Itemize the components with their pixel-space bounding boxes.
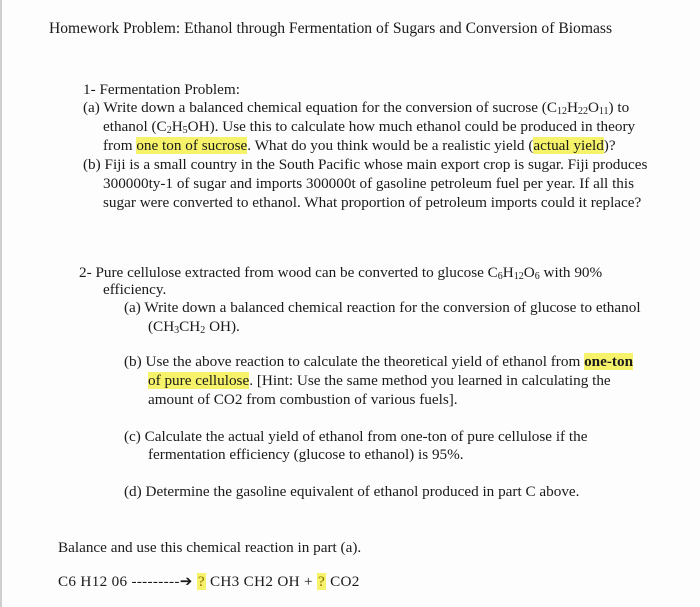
q1-heading: 1- Fermentation Problem:: [83, 81, 240, 98]
arrow-icon: ➔: [179, 573, 193, 590]
q1a-line-1: (a) Write down a balanced chemical equation for the conversion of sucrose $(C_{12}H_{22}O_{11})$ to: [83, 99, 630, 117]
highlight-pure-cellulose: of pure cellulose: [148, 372, 250, 389]
highlight-actual-yield: actual yield: [533, 137, 604, 154]
highlight-one-ton: one-ton: [584, 353, 634, 370]
q1b-line-2: 300000ty-1 of sugar and imports 300000t of gasoline petroleum fuel per year. If all this: [103, 175, 635, 192]
q1b-line-1: (b) Fiji is a small country in the South Pacific whose main export crop is sugar. Fiji produces: [83, 156, 648, 173]
q2b-line-1: (b) Use the above reaction to calculate the theoretical yield of ethanol from one-ton: [124, 353, 634, 370]
q1b-line-3: sugar were converted to ethanol. What proportion of petroleum imports could it replace?: [103, 194, 642, 211]
document-title: Homework Problem: Ethanol through Fermentation of Sugars and Conversion of Biomass: [49, 20, 613, 37]
coefficient-blank-2: ?: [317, 573, 325, 590]
highlight-one-ton-sucrose: one ton of sucrose: [136, 137, 248, 154]
q2c-line-2: fermentation efficiency (glucose to ethanol) is 95%.: [148, 446, 464, 463]
chemical-equation: C6 H12 06 ---------➔ ? CH3 CH2 OH + ? CO2: [58, 573, 360, 590]
q2b-line-2: of pure cellulose. [Hint: Use the same method you learned in calculating the: [148, 372, 611, 389]
q2a-line-1: (a) Write down a balanced chemical reaction for the conversion of glucose to ethanol: [124, 299, 641, 316]
q2-line-2: efficiency.: [103, 281, 167, 298]
balance-instruction: Balance and use this chemical reaction in part (a).: [58, 539, 362, 556]
q2a-line-2: ($CH_3CH_2$ OH).: [148, 318, 240, 336]
q2b-line-3: amount of CO2 from combustion of various fuels].: [148, 391, 458, 408]
page-edge: [0, 0, 2, 607]
q2-line-1: 2- Pure cellulose extracted from wood can be converted to glucose $C_6H_{12}O_6$ with 90%: [79, 264, 603, 282]
q2c-line-1: (c) Calculate the actual yield of ethanol from one-ton of pure cellulose if the: [124, 428, 588, 445]
q2d-line-1: (d) Determine the gasoline equivalent of ethanol produced in part C above.: [124, 483, 580, 500]
q1a-line-2: ethanol $(C_2H_5OH)$. Use this to calculate how much ethanol could be produced in theory: [103, 118, 636, 136]
coefficient-blank-1: ?: [197, 573, 205, 590]
q1a-line-3: from one ton of sucrose. What do you think would be a realistic yield (actual yield)?: [103, 137, 616, 154]
